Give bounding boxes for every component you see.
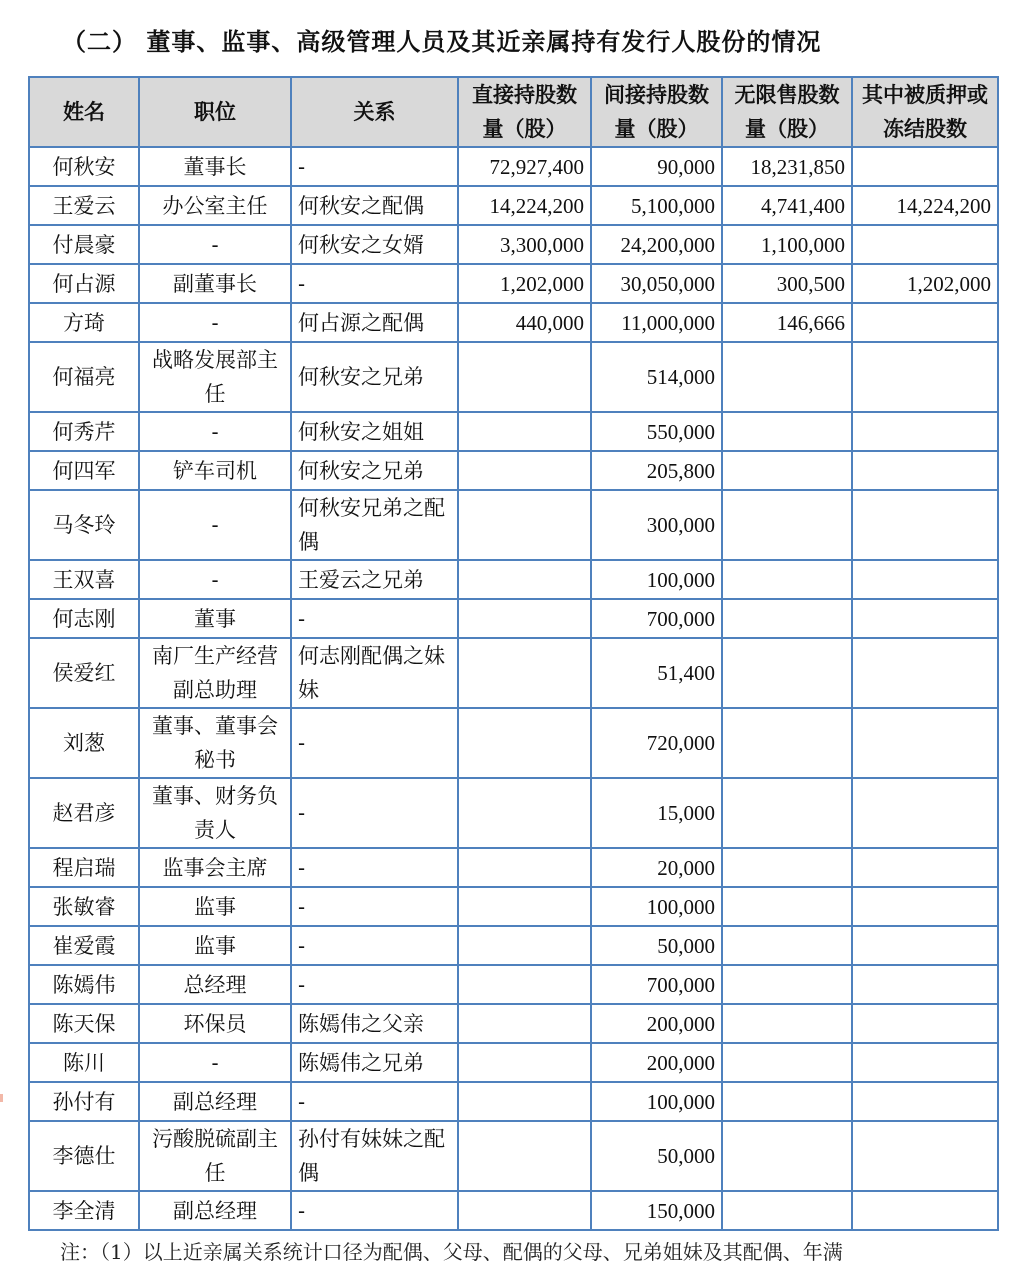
cell-name: 赵君彦 (29, 778, 139, 848)
footnote: 注：（1）以上近亲属关系统计口径为配偶、父母、配偶的父母、兄弟姐妹及其配偶、年满 (60, 1240, 843, 1264)
cell-relation: 何秋安之女婿 (291, 225, 458, 264)
cell-relation: - (291, 1082, 458, 1121)
cell-indirect-shares: 100,000 (591, 560, 722, 599)
cell-position: - (139, 303, 291, 342)
table-row (29, 848, 998, 887)
cell-position: - (139, 412, 291, 451)
cell-name: 何福亮 (29, 342, 139, 412)
table-row (29, 303, 998, 342)
cell-pledged-shares (852, 638, 998, 708)
cell-indirect-shares: 100,000 (591, 1082, 722, 1121)
cell-name: 何占源 (29, 264, 139, 303)
cell-indirect-shares: 90,000 (591, 147, 722, 186)
table-row (29, 560, 998, 599)
cell-name: 崔爱霞 (29, 926, 139, 965)
cell-direct-shares (458, 342, 591, 412)
cell-pledged-shares (852, 887, 998, 926)
cell-pledged-shares (852, 342, 998, 412)
cell-relation: 何志刚配偶之妹妹 (291, 638, 458, 708)
cell-name: 陈川 (29, 1043, 139, 1082)
table-row (29, 186, 998, 225)
cell-position: 董事 (139, 599, 291, 638)
cell-pledged-shares (852, 451, 998, 490)
table-row (29, 1191, 998, 1230)
cell-direct-shares (458, 1082, 591, 1121)
cell-direct-shares (458, 778, 591, 848)
table-row (29, 778, 998, 848)
cell-indirect-shares: 200,000 (591, 1043, 722, 1082)
cell-relation: - (291, 147, 458, 186)
cell-pledged-shares (852, 490, 998, 560)
cell-name: 付晨豪 (29, 225, 139, 264)
table-row (29, 1082, 998, 1121)
cell-indirect-shares: 720,000 (591, 708, 722, 778)
cell-relation: 何占源之配偶 (291, 303, 458, 342)
cell-direct-shares: 72,927,400 (458, 147, 591, 186)
cell-position: 监事会主席 (139, 848, 291, 887)
cell-indirect-shares: 200,000 (591, 1004, 722, 1043)
cell-pledged-shares (852, 147, 998, 186)
cell-indirect-shares: 50,000 (591, 1121, 722, 1191)
section-title: （二） 董事、监事、高级管理人员及其近亲属持有发行人股份的情况 (62, 28, 822, 56)
cell-pledged-shares (852, 708, 998, 778)
cell-position: - (139, 560, 291, 599)
header-direct-shares: 直接持股数量（股） (458, 77, 591, 147)
cell-unrestricted-shares (722, 1004, 852, 1043)
cell-pledged-shares (852, 412, 998, 451)
cell-direct-shares: 440,000 (458, 303, 591, 342)
cell-relation: - (291, 887, 458, 926)
cell-pledged-shares: 14,224,200 (852, 186, 998, 225)
cell-direct-shares (458, 1004, 591, 1043)
cell-indirect-shares: 51,400 (591, 638, 722, 708)
cell-name: 何秋安 (29, 147, 139, 186)
cell-name: 马冬玲 (29, 490, 139, 560)
cell-indirect-shares: 24,200,000 (591, 225, 722, 264)
header-unrestricted-shares: 无限售股数量（股） (722, 77, 852, 147)
cell-position: - (139, 490, 291, 560)
cell-name: 刘葱 (29, 708, 139, 778)
cell-relation: 何秋安之配偶 (291, 186, 458, 225)
cell-direct-shares (458, 848, 591, 887)
cell-unrestricted-shares (722, 342, 852, 412)
cell-indirect-shares: 700,000 (591, 599, 722, 638)
cell-relation: - (291, 264, 458, 303)
cell-position: 监事 (139, 887, 291, 926)
cell-relation: - (291, 926, 458, 965)
cell-indirect-shares: 5,100,000 (591, 186, 722, 225)
cell-position: 污酸脱硫副主任 (139, 1121, 291, 1191)
table-row (29, 638, 998, 708)
cell-direct-shares (458, 638, 591, 708)
cell-position: - (139, 225, 291, 264)
cell-indirect-shares: 20,000 (591, 848, 722, 887)
cell-relation: 孙付有妹妹之配偶 (291, 1121, 458, 1191)
cell-direct-shares (458, 926, 591, 965)
cell-unrestricted-shares (722, 412, 852, 451)
cell-name: 孙付有 (29, 1082, 139, 1121)
cell-relation: 王爱云之兄弟 (291, 560, 458, 599)
table-row (29, 926, 998, 965)
cell-relation: - (291, 778, 458, 848)
cell-unrestricted-shares (722, 451, 852, 490)
cell-direct-shares (458, 1121, 591, 1191)
cell-name: 陈嫣伟 (29, 965, 139, 1004)
header-name: 姓名 (29, 77, 139, 147)
cell-direct-shares (458, 490, 591, 560)
cell-position: 董事长 (139, 147, 291, 186)
cell-relation: 何秋安之姐姐 (291, 412, 458, 451)
cell-direct-shares (458, 599, 591, 638)
cell-unrestricted-shares (722, 965, 852, 1004)
cell-name: 何四军 (29, 451, 139, 490)
cell-indirect-shares: 15,000 (591, 778, 722, 848)
cell-unrestricted-shares (722, 887, 852, 926)
header-pledged-shares: 其中被质押或冻结股数 (852, 77, 998, 147)
cell-name: 程启瑞 (29, 848, 139, 887)
cell-unrestricted-shares (722, 599, 852, 638)
table-row (29, 490, 998, 560)
cell-relation: - (291, 965, 458, 1004)
cell-name: 何志刚 (29, 599, 139, 638)
cell-direct-shares: 14,224,200 (458, 186, 591, 225)
cell-position: 铲车司机 (139, 451, 291, 490)
table-row (29, 147, 998, 186)
cell-relation: 陈嫣伟之兄弟 (291, 1043, 458, 1082)
cell-relation: 何秋安之兄弟 (291, 342, 458, 412)
cell-indirect-shares: 550,000 (591, 412, 722, 451)
cell-unrestricted-shares (722, 1191, 852, 1230)
table-row (29, 965, 998, 1004)
cell-name: 何秀芹 (29, 412, 139, 451)
cell-position: 董事、财务负责人 (139, 778, 291, 848)
cell-direct-shares (458, 451, 591, 490)
table-row (29, 599, 998, 638)
cell-position: - (139, 1043, 291, 1082)
cell-pledged-shares (852, 926, 998, 965)
cell-indirect-shares: 205,800 (591, 451, 722, 490)
cell-unrestricted-shares (722, 1043, 852, 1082)
cell-position: 南厂生产经营副总助理 (139, 638, 291, 708)
cell-direct-shares (458, 965, 591, 1004)
table-row (29, 887, 998, 926)
cell-direct-shares: 1,202,000 (458, 264, 591, 303)
cell-unrestricted-shares (722, 778, 852, 848)
cell-unrestricted-shares: 18,231,850 (722, 147, 852, 186)
cell-position: 副董事长 (139, 264, 291, 303)
cell-unrestricted-shares: 146,666 (722, 303, 852, 342)
cell-position: 总经理 (139, 965, 291, 1004)
cell-direct-shares (458, 412, 591, 451)
cell-direct-shares (458, 1191, 591, 1230)
cell-pledged-shares (852, 225, 998, 264)
cell-unrestricted-shares (722, 638, 852, 708)
cell-position: 副总经理 (139, 1191, 291, 1230)
table-row (29, 264, 998, 303)
cell-unrestricted-shares: 4,741,400 (722, 186, 852, 225)
cell-indirect-shares: 50,000 (591, 926, 722, 965)
header-relation: 关系 (291, 77, 458, 147)
cell-pledged-shares (852, 1191, 998, 1230)
cell-pledged-shares: 1,202,000 (852, 264, 998, 303)
cell-indirect-shares: 100,000 (591, 887, 722, 926)
table-header-row (29, 77, 998, 147)
cell-unrestricted-shares (722, 708, 852, 778)
cell-unrestricted-shares (722, 560, 852, 599)
cell-pledged-shares (852, 778, 998, 848)
table-row (29, 412, 998, 451)
cell-pledged-shares (852, 965, 998, 1004)
cell-unrestricted-shares (722, 848, 852, 887)
cell-direct-shares (458, 708, 591, 778)
cell-indirect-shares: 514,000 (591, 342, 722, 412)
cell-relation: - (291, 1191, 458, 1230)
cell-indirect-shares: 11,000,000 (591, 303, 722, 342)
cell-unrestricted-shares: 300,500 (722, 264, 852, 303)
cell-direct-shares (458, 560, 591, 599)
cell-unrestricted-shares: 1,100,000 (722, 225, 852, 264)
table-row (29, 1043, 998, 1082)
cell-pledged-shares (852, 1043, 998, 1082)
header-indirect-shares: 间接持股数量（股） (591, 77, 722, 147)
table-row (29, 1004, 998, 1043)
cell-relation: 陈嫣伟之父亲 (291, 1004, 458, 1043)
cell-name: 侯爱红 (29, 638, 139, 708)
cell-position: 副总经理 (139, 1082, 291, 1121)
cell-position: 战略发展部主任 (139, 342, 291, 412)
cell-pledged-shares (852, 1004, 998, 1043)
cell-pledged-shares (852, 560, 998, 599)
cell-position: 董事、董事会秘书 (139, 708, 291, 778)
shareholding-table (28, 76, 999, 1231)
cell-relation: - (291, 848, 458, 887)
cell-pledged-shares (852, 1121, 998, 1191)
cell-name: 李全清 (29, 1191, 139, 1230)
cell-unrestricted-shares (722, 490, 852, 560)
table-row (29, 451, 998, 490)
margin-mark (0, 1094, 3, 1102)
cell-relation: 何秋安之兄弟 (291, 451, 458, 490)
cell-position: 环保员 (139, 1004, 291, 1043)
table-row (29, 225, 998, 264)
cell-direct-shares (458, 1043, 591, 1082)
cell-pledged-shares (852, 848, 998, 887)
cell-indirect-shares: 700,000 (591, 965, 722, 1004)
cell-unrestricted-shares (722, 1082, 852, 1121)
cell-unrestricted-shares (722, 926, 852, 965)
cell-position: 办公室主任 (139, 186, 291, 225)
table-row (29, 342, 998, 412)
cell-direct-shares: 3,300,000 (458, 225, 591, 264)
cell-position: 监事 (139, 926, 291, 965)
cell-name: 张敏睿 (29, 887, 139, 926)
cell-unrestricted-shares (722, 1121, 852, 1191)
cell-indirect-shares: 300,000 (591, 490, 722, 560)
cell-name: 方琦 (29, 303, 139, 342)
cell-pledged-shares (852, 303, 998, 342)
cell-indirect-shares: 30,050,000 (591, 264, 722, 303)
cell-pledged-shares (852, 599, 998, 638)
cell-name: 王双喜 (29, 560, 139, 599)
table-row (29, 708, 998, 778)
table-row (29, 1121, 998, 1191)
cell-indirect-shares: 150,000 (591, 1191, 722, 1230)
cell-name: 李德仕 (29, 1121, 139, 1191)
cell-name: 王爱云 (29, 186, 139, 225)
cell-relation: - (291, 599, 458, 638)
cell-name: 陈天保 (29, 1004, 139, 1043)
cell-pledged-shares (852, 1082, 998, 1121)
header-position: 职位 (139, 77, 291, 147)
cell-relation: 何秋安兄弟之配偶 (291, 490, 458, 560)
cell-relation: - (291, 708, 458, 778)
cell-direct-shares (458, 887, 591, 926)
